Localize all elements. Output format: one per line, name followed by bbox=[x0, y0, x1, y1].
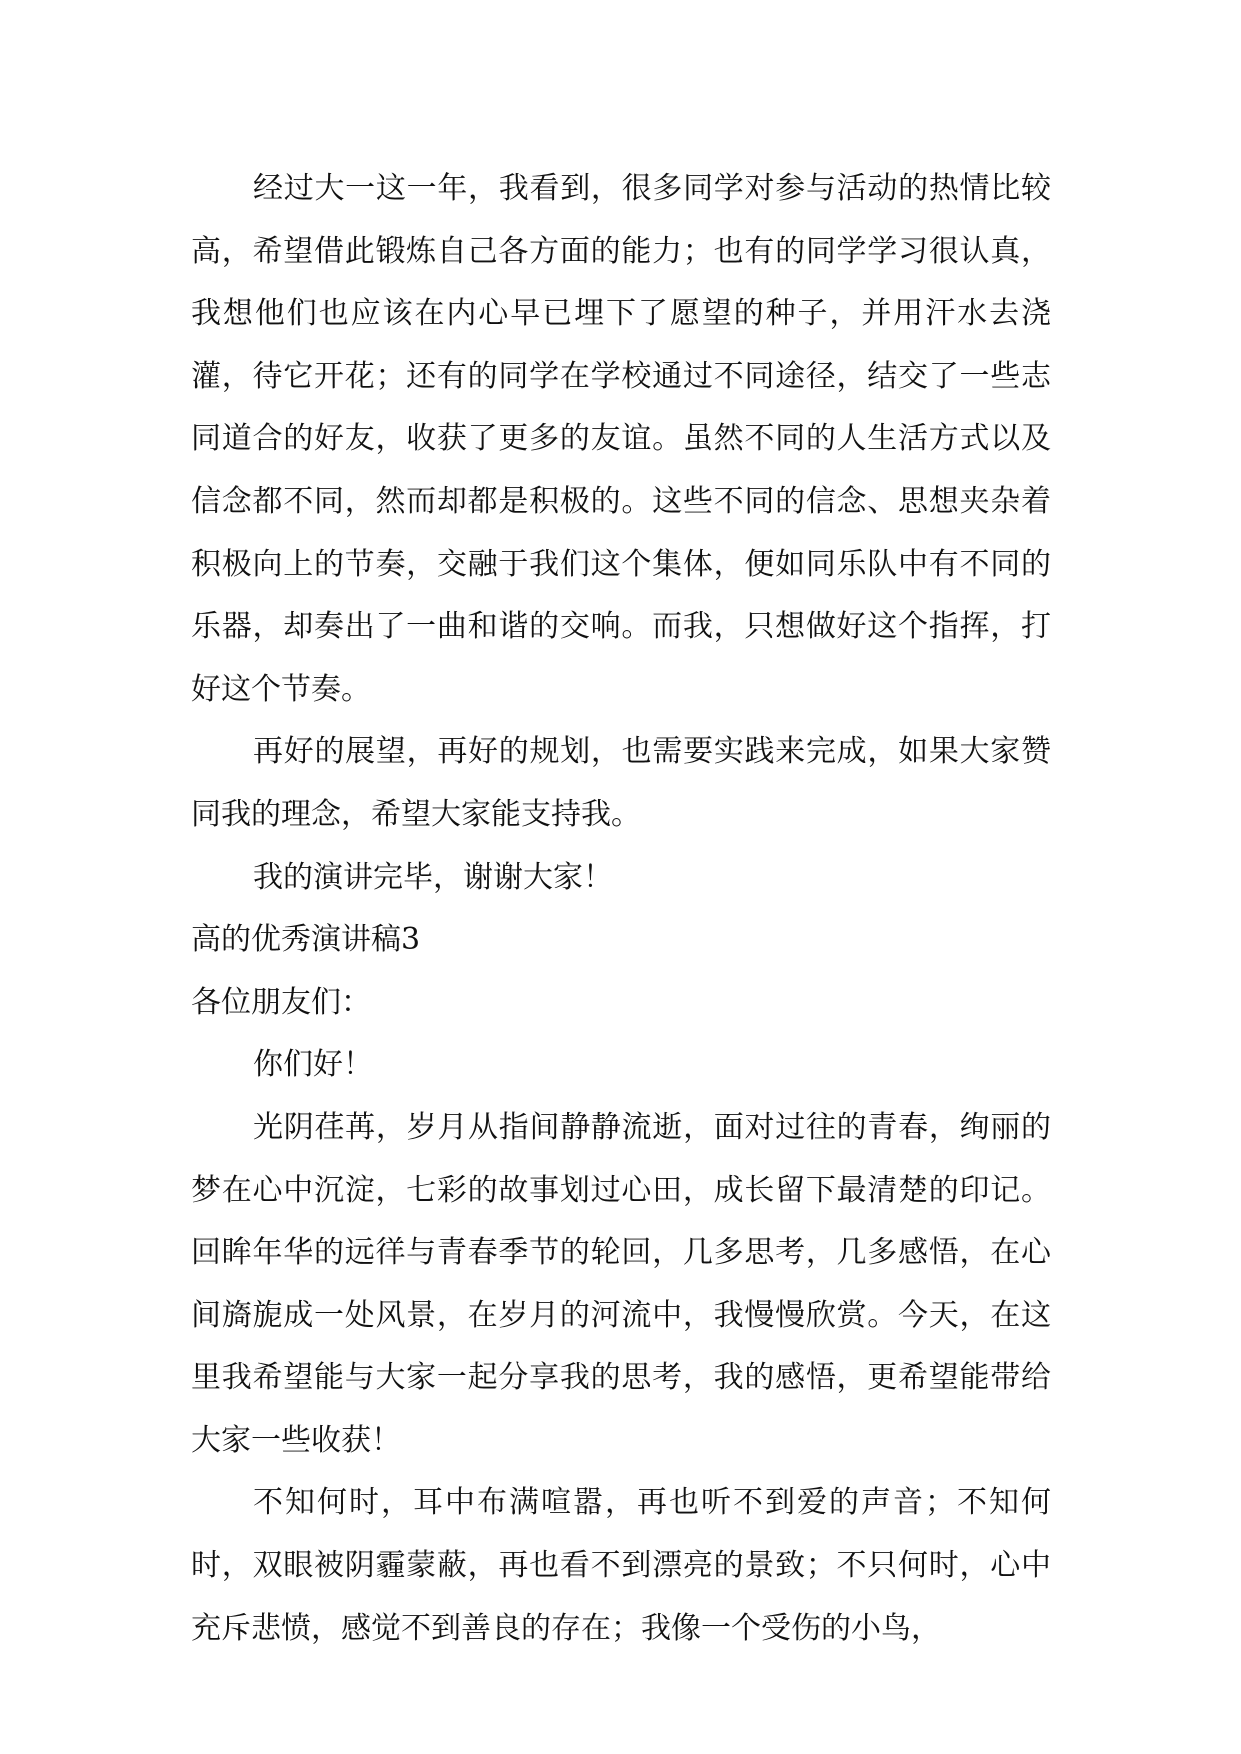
paragraph-closing-thanks: 我的演讲完毕，谢谢大家！ bbox=[253, 859, 613, 895]
paragraph-greeting: 你们好！ bbox=[253, 1047, 373, 1083]
paragraph-support-request: 再好的展望，再好的规划，也需要实践来完成，如果大家赞同我的理念，希望大家能支持我。 bbox=[191, 734, 1051, 832]
paragraph-time-passing: 光阴荏苒，岁月从指间静静流逝，面对过往的青春，绚丽的梦在心中沉淀，七彩的故事划过心田，成长留下最清楚的印记。回眸年华的远徉与青春季节的轮回，几多思考，几多感悟，在心间旖旎成一处风景，在岁月的河流中，我慢慢欣赏。今天，在这里我希望能与大家一起分享我的思考，我的感悟，更希望能带给大家一些收获！ bbox=[191, 1109, 1051, 1458]
paragraph-unknown-times: 不知何时，耳中布满喧嚣，再也听不到爱的声音；不知何时，双眼被阴霾蒙蔽，再也看不到漂亮的景致；不只何时，心中充斥悲愤，感觉不到善良的存在；我像一个受伤的小鸟， bbox=[191, 1485, 1051, 1646]
document-body bbox=[191, 158, 1051, 1660]
salutation: 各位朋友们： bbox=[191, 984, 371, 1020]
paragraph-freshman-year: 经过大一这一年，我看到，很多同学对参与活动的热情比较高，希望借此锻炼自己各方面的能力；也有的同学学习很认真，我想他们也应该在内心早已埋下了愿望的种子，并用汗水去浇灌，待它开花；还有的同学在学校通过不同途径，结交了一些志同道合的好友，收获了更多的友谊。虽然不同的人生活方式以及信念都不同，然而却都是积极的。这些不同的信念、思想夹杂着积极向上的节奏，交融于我们这个集体，便如同乐队中有不同的乐器，却奏出了一曲和谐的交响。而我，只想做好这个指挥，打好这个节奏。 bbox=[191, 171, 1051, 707]
section-title: 高的优秀演讲稿3 bbox=[191, 922, 421, 958]
